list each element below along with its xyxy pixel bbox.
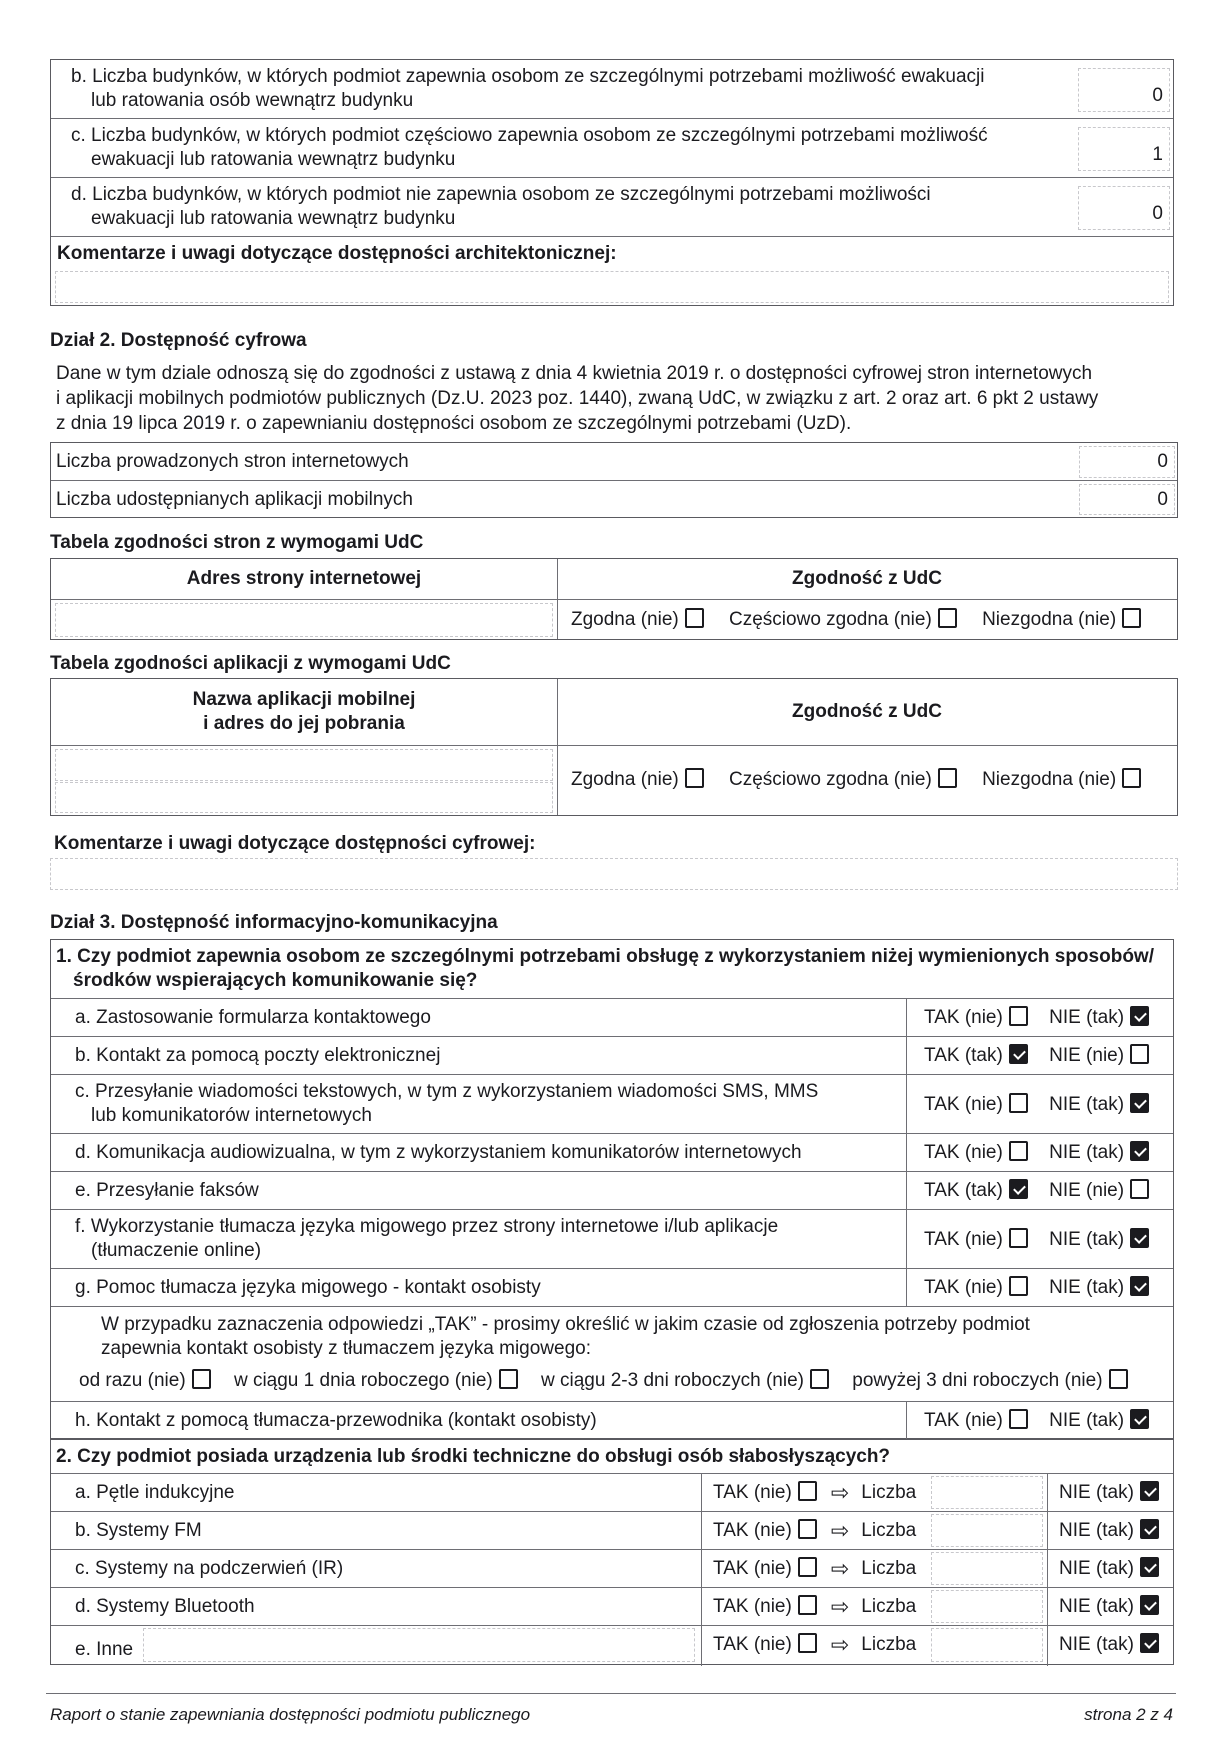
q1-item-a — [51, 999, 1173, 1037]
yes-option[interactable]: TAK (nie) — [924, 1141, 1028, 1165]
q1-question-line2: środków wspierających komunikowanie się? — [73, 970, 478, 991]
checkbox-checked-icon[interactable] — [1130, 1093, 1149, 1113]
yes-no-options — [924, 1141, 1149, 1165]
yes-option[interactable]: TAK (nie) ⇨ Liczba — [713, 1480, 917, 1505]
app-name-input[interactable] — [55, 749, 553, 781]
arrow-right-icon: ⇨ — [830, 1632, 850, 1657]
device-label: c. Systemy na podczerwień (IR) — [75, 1558, 344, 1579]
device-count-input[interactable] — [931, 1476, 1043, 1509]
digital-comments-label: Komentarze i uwagi dotyczące dostępności cyfrowej: — [54, 833, 536, 854]
row-label-line1: d. Liczba budynków, w których podmiot nie zapewnia osobom ze szczególnymi potrzebami możliwości — [71, 184, 931, 205]
row-label-line1: b. Liczba budynków, w których podmiot zapewnia osobom ze szczególnymi potrzebami możliwość ewakuacji — [71, 66, 985, 87]
no-option[interactable]: NIE (tak) — [1059, 1519, 1159, 1543]
count-label: Liczba — [861, 1482, 917, 1503]
item-label-line1: c. Przesyłanie wiadomości tekstowych, w tym z wykorzystaniem wiadomości SMS, MMS — [75, 1081, 819, 1102]
checkbox-checked-icon[interactable] — [1130, 1409, 1149, 1429]
no-option[interactable]: NIE (tak) — [1049, 1093, 1149, 1117]
apps-table-header — [51, 679, 1177, 746]
arrow-right-icon: ⇨ — [830, 1518, 850, 1543]
q1-item-h — [51, 1402, 1173, 1440]
yes-option[interactable]: TAK (tak) — [924, 1044, 1028, 1068]
checkbox-icon[interactable] — [1009, 1409, 1028, 1429]
partially-compliant-option[interactable]: Częściowo zgodna (nie) — [729, 608, 957, 632]
non-compliant-option[interactable]: Niezgodna (nie) — [982, 608, 1141, 632]
device-label: d. Systemy Bluetooth — [75, 1596, 255, 1617]
page-number: strona 2 z 4 — [1084, 1705, 1173, 1724]
sign-language-timing-options — [79, 1369, 1128, 1393]
checkbox-icon[interactable] — [1009, 1228, 1028, 1248]
q1-item-e — [51, 1172, 1173, 1210]
arrow-right-icon: ⇨ — [830, 1594, 850, 1619]
digital-counts-table — [50, 442, 1178, 518]
section3-title: Dział 3. Dostępność informacyjno-komunikacyjna — [50, 912, 498, 933]
checkbox-checked-icon[interactable] — [1140, 1481, 1159, 1501]
yes-option[interactable]: TAK (tak) — [924, 1179, 1028, 1203]
q2-item-a — [51, 1474, 1173, 1512]
partially-compliant-option[interactable]: Częściowo zgodna (nie) — [729, 768, 957, 792]
item-label: a. Zastosowanie formularza kontaktowego — [75, 1007, 431, 1028]
website-address-input[interactable] — [55, 603, 553, 637]
checkbox-icon[interactable] — [938, 768, 957, 788]
q1-item-c — [51, 1075, 1173, 1134]
apps-table-title: Tabela zgodności aplikacji z wymogami UdC — [50, 653, 451, 674]
section2-title: Dział 2. Dostępność cyfrowa — [50, 330, 307, 351]
item-label: h. Kontakt z pomocą tłumacza-przewodnika (kontakt osobisty) — [75, 1410, 597, 1431]
checkbox-checked-icon[interactable] — [1130, 1006, 1149, 1026]
q2-item-e — [51, 1626, 1173, 1666]
hearing-devices-table — [50, 1439, 1174, 1665]
yes-option[interactable]: TAK (nie) — [924, 1276, 1028, 1300]
yes-option[interactable]: TAK (nie) ⇨ Liczba — [713, 1632, 917, 1657]
no-option[interactable]: NIE (tak) — [1049, 1006, 1149, 1030]
count-label: Liczba — [861, 1634, 917, 1655]
row-label-line2: ewakuacji lub ratowania wewnątrz budynku — [91, 208, 456, 229]
communication-means-table — [50, 939, 1174, 1439]
device-count-input[interactable] — [931, 1514, 1043, 1547]
yes-no-options — [924, 1044, 1149, 1068]
apps-count-label: Liczba udostępnianych aplikacji mobilnych — [56, 489, 413, 510]
yes-no-options — [924, 1093, 1149, 1117]
device-count-input[interactable] — [931, 1628, 1043, 1662]
section2-intro-line2: i aplikacji mobilnych podmiotów publicznych (Dz.U. 2023 poz. 1440), zwaną UdC, w związku z art. 2 oraz art. 6 pkt 2 ustawy — [56, 388, 1099, 409]
q1-question-line1: 1. Czy podmiot zapewnia osobom ze szczególnymi potrzebami obsługę z wykorzystaniem niżej wymienionych sposobów/ — [56, 946, 1154, 967]
checkbox-icon[interactable] — [810, 1369, 829, 1389]
buildings-row-b — [51, 60, 1173, 119]
device-count-input[interactable] — [931, 1552, 1043, 1585]
yes-no-options — [924, 1228, 1149, 1252]
over-3-days-option[interactable]: powyżej 3 dni roboczych (nie) — [852, 1369, 1127, 1393]
checkbox-icon[interactable] — [1130, 1179, 1149, 1199]
no-option[interactable]: NIE (nie) — [1049, 1044, 1149, 1068]
checkbox-icon[interactable] — [1109, 1369, 1128, 1389]
buildings-evacuation-count-input[interactable]: 0 — [1078, 68, 1170, 112]
app-url-input[interactable] — [55, 782, 553, 813]
app-name-header-line2: i adres do jej pobrania — [203, 713, 405, 734]
section2-intro-line1: Dane w tym dziale odnoszą się do zgodności z ustawą z dnia 4 kwietnia 2019 r. o dostępności cyfrowej stron internetowych — [56, 363, 1093, 384]
no-option[interactable]: NIE (tak) — [1059, 1557, 1159, 1581]
apps-compliance-table — [50, 678, 1178, 816]
websites-compliance-table — [50, 558, 1178, 640]
checkbox-checked-icon[interactable] — [1140, 1557, 1159, 1577]
yes-option[interactable]: TAK (nie) ⇨ Liczba — [713, 1556, 917, 1581]
footer-title: Raport o stanie zapewniania dostępności podmiotu publicznego — [50, 1705, 531, 1724]
device-label: e. Inne — [75, 1639, 134, 1660]
checkbox-icon[interactable] — [1009, 1276, 1028, 1296]
item-label: e. Przesyłanie faksów — [75, 1180, 259, 1201]
checkbox-icon[interactable] — [798, 1557, 817, 1577]
checkbox-icon[interactable] — [685, 608, 704, 628]
count-label: Liczba — [861, 1520, 917, 1541]
no-option[interactable]: NIE (tak) — [1059, 1595, 1159, 1619]
app-name-header-line1: Nazwa aplikacji mobilnej — [192, 689, 416, 710]
no-option[interactable]: NIE (tak) — [1049, 1276, 1149, 1300]
no-option[interactable]: NIE (tak) — [1049, 1141, 1149, 1165]
app-compliance-options — [571, 768, 1141, 792]
arrow-right-icon: ⇨ — [830, 1556, 850, 1581]
q1-item-b — [51, 1037, 1173, 1075]
checkbox-icon[interactable] — [192, 1369, 211, 1389]
q2-item-d — [51, 1588, 1173, 1626]
apps-table-row — [51, 746, 1177, 816]
no-option[interactable]: NIE (tak) — [1059, 1633, 1159, 1657]
yes-option[interactable]: TAK (nie) — [924, 1093, 1028, 1117]
checkbox-icon[interactable] — [798, 1633, 817, 1653]
item-label: g. Pomoc tłumacza języka migowego - kontakt osobisty — [75, 1277, 541, 1298]
architectural-comments-row — [51, 237, 1173, 307]
buildings-no-evacuation-count-input[interactable]: 0 — [1078, 186, 1170, 230]
checkbox-checked-icon[interactable] — [1009, 1179, 1028, 1199]
no-option[interactable]: NIE (tak) — [1049, 1409, 1149, 1433]
row-label-line1: c. Liczba budynków, w których podmiot częściowo zapewnia osobom ze szczególnymi potrzebami możliwość — [71, 125, 988, 146]
website-address-header: Adres strony internetowej — [186, 568, 422, 589]
website-compliance-options — [571, 608, 1141, 632]
architectural-buildings-table — [50, 59, 1174, 306]
app-compliance-header: Zgodność z UdC — [792, 701, 942, 722]
checkbox-icon[interactable] — [938, 608, 957, 628]
yes-option[interactable]: TAK (nie) — [924, 1228, 1028, 1252]
checkbox-icon[interactable] — [1009, 1006, 1028, 1026]
checkbox-checked-icon[interactable] — [1140, 1595, 1159, 1615]
non-compliant-option[interactable]: Niezgodna (nie) — [982, 768, 1141, 792]
item-label: b. Kontakt za pomocą poczty elektronicznej — [75, 1045, 441, 1066]
q2-header — [51, 1440, 1173, 1474]
buildings-row-c — [51, 119, 1173, 178]
apps-count-row — [51, 481, 1177, 518]
checkbox-icon[interactable] — [685, 768, 704, 788]
buildings-row-d — [51, 178, 1173, 237]
device-label: b. Systemy FM — [75, 1520, 202, 1541]
arrow-right-icon: ⇨ — [830, 1480, 850, 1505]
no-option[interactable]: NIE (tak) — [1049, 1228, 1149, 1252]
checkbox-icon[interactable] — [798, 1519, 817, 1539]
within-2-3-days-option[interactable]: w ciągu 2-3 dni roboczych (nie) — [541, 1369, 829, 1393]
checkbox-icon[interactable] — [798, 1595, 817, 1615]
websites-count-label: Liczba prowadzonych stron internetowych — [56, 451, 409, 472]
yes-no-options — [924, 1006, 1149, 1030]
item-label: d. Komunikacja audiowizualna, w tym z wykorzystaniem komunikatorów internetowych — [75, 1142, 802, 1163]
q1-item-d — [51, 1134, 1173, 1172]
q2-question: 2. Czy podmiot posiada urządzenia lub środki techniczne do obsługi osób słabosłyszących? — [56, 1446, 891, 1467]
checkbox-checked-icon[interactable] — [1140, 1519, 1159, 1539]
item-label-line2: (tłumaczenie online) — [91, 1240, 262, 1261]
checkbox-icon[interactable] — [798, 1481, 817, 1501]
row-label-line2: ewakuacji lub ratowania wewnątrz budynku — [91, 149, 456, 170]
footer-divider — [46, 1693, 1176, 1694]
q1-header — [51, 940, 1173, 999]
architectural-comments-input[interactable] — [55, 271, 1169, 303]
checkbox-checked-icon[interactable] — [1009, 1044, 1028, 1064]
yes-option[interactable]: TAK (nie) ⇨ Liczba — [713, 1594, 917, 1619]
compliant-option[interactable]: Zgodna (nie) — [571, 768, 704, 792]
checkbox-icon[interactable] — [1009, 1093, 1028, 1113]
sign-language-note-line2: zapewnia kontakt osobisty z tłumaczem języka migowego: — [101, 1338, 592, 1359]
device-count-input[interactable] — [931, 1590, 1043, 1623]
websites-count-input[interactable]: 0 — [1079, 446, 1175, 478]
q2-item-c — [51, 1550, 1173, 1588]
item-label-line2: lub komunikatorów internetowych — [91, 1105, 372, 1126]
other-device-input[interactable] — [143, 1628, 695, 1662]
checkbox-checked-icon[interactable] — [1130, 1228, 1149, 1248]
architectural-comments-label: Komentarze i uwagi dotyczące dostępności architektonicznej: — [57, 243, 617, 264]
no-option[interactable]: NIE (tak) — [1059, 1481, 1159, 1505]
within-1-day-option[interactable]: w ciągu 1 dnia roboczego (nie) — [234, 1369, 518, 1393]
q1-item-f — [51, 1210, 1173, 1269]
device-label: a. Pętle indukcyjne — [75, 1482, 235, 1503]
checkbox-checked-icon[interactable] — [1140, 1633, 1159, 1653]
item-label-line1: f. Wykorzystanie tłumacza języka migowego przez strony internetowe i/lub aplikacje — [75, 1216, 779, 1237]
websites-table-row — [51, 600, 1177, 640]
yes-option[interactable]: TAK (nie) ⇨ Liczba — [713, 1518, 917, 1543]
sign-language-note-line1: W przypadku zaznaczenia odpowiedzi „TAK” - prosimy określić w jakim czasie od zgłoszenia potrzeby podmiot — [101, 1314, 1030, 1335]
websites-count-row — [51, 443, 1177, 481]
count-label: Liczba — [861, 1558, 917, 1579]
checkbox-icon[interactable] — [1122, 608, 1141, 628]
checkbox-checked-icon[interactable] — [1130, 1141, 1149, 1161]
yes-no-options — [924, 1276, 1149, 1300]
websites-table-header — [51, 559, 1177, 600]
q1-item-g — [51, 1269, 1173, 1307]
count-label: Liczba — [861, 1596, 917, 1617]
yes-option[interactable]: TAK (nie) — [924, 1006, 1028, 1030]
buildings-partial-evacuation-count-input[interactable]: 1 — [1078, 127, 1170, 171]
checkbox-icon[interactable] — [499, 1369, 518, 1389]
digital-comments-input[interactable] — [50, 858, 1178, 890]
apps-count-input[interactable]: 0 — [1079, 484, 1175, 515]
checkbox-icon[interactable] — [1122, 768, 1141, 788]
yes-no-options — [924, 1179, 1149, 1203]
section2-intro-line3: z dnia 19 lipca 2019 r. o zapewnianiu dostępności osobom ze szczególnymi potrzebami (UzD). — [56, 413, 852, 434]
checkbox-icon[interactable] — [1130, 1044, 1149, 1064]
yes-option[interactable]: TAK (nie) — [924, 1409, 1028, 1433]
checkbox-checked-icon[interactable] — [1130, 1276, 1149, 1296]
no-option[interactable]: NIE (nie) — [1049, 1179, 1149, 1203]
websites-table-title: Tabela zgodności stron z wymogami UdC — [50, 532, 424, 553]
yes-no-options — [924, 1409, 1149, 1433]
row-label-line2: lub ratowania osób wewnątrz budynku — [91, 90, 414, 111]
immediately-option[interactable]: od razu (nie) — [79, 1369, 211, 1393]
website-compliance-header: Zgodność z UdC — [792, 568, 942, 589]
sign-language-timing-row — [51, 1307, 1173, 1402]
compliant-option[interactable]: Zgodna (nie) — [571, 608, 704, 632]
q2-item-b — [51, 1512, 1173, 1550]
checkbox-icon[interactable] — [1009, 1141, 1028, 1161]
